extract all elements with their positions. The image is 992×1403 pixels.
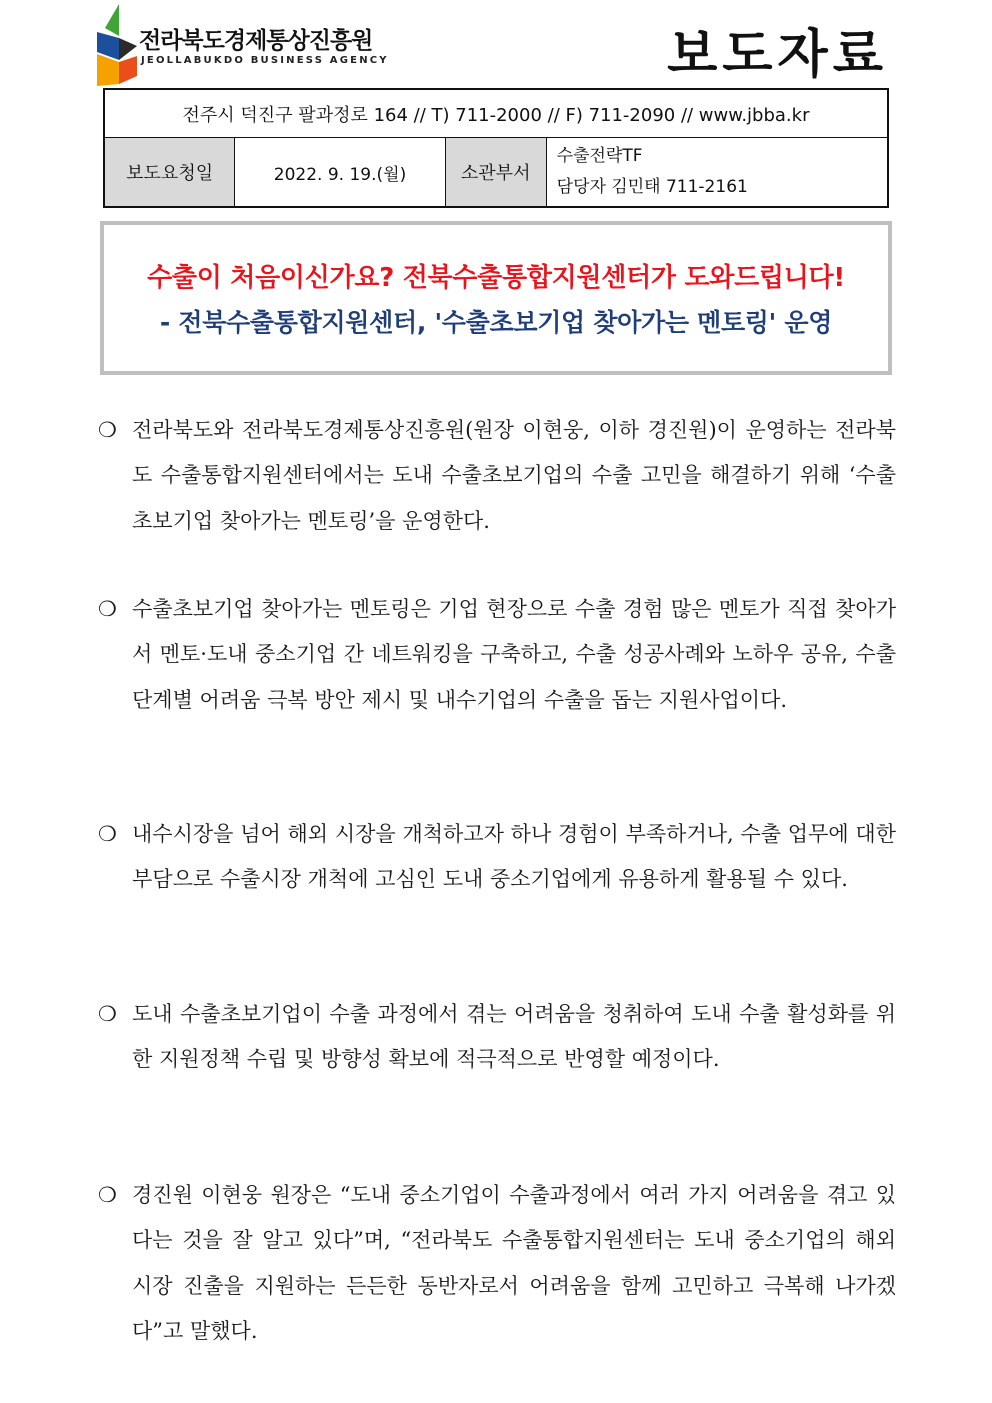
- bullet-circle-icon: ❍: [98, 1183, 117, 1207]
- department-name: 수출전략TF: [556, 146, 643, 166]
- bullet-circle-icon: ❍: [98, 822, 117, 846]
- request-date-label: 보도요청일: [104, 138, 235, 208]
- department-cell: [546, 138, 888, 208]
- headline-box: [100, 221, 892, 375]
- logo-english-name: JEOLLABUKDO BUSINESS AGENCY: [141, 55, 389, 66]
- paragraph-text: 도내 수출초보기업이 수출 과정에서 겪는 어려움을 청취하여 도내 수출 활성화를 위한 지원정책 수립 및 방향성 확보에 적극적으로 반영할 예정이다.: [132, 1002, 896, 1072]
- agency-logo: [95, 2, 389, 90]
- document-type-title: 보도자료: [667, 25, 888, 85]
- bullet-circle-icon: ❍: [98, 418, 117, 442]
- bullet-circle-icon: ❍: [98, 1002, 117, 1026]
- paragraph-text: 내수시장을 넘어 해외 시장을 개척하고자 하나 경험이 부족하거나, 수출 업무에 대한 부담으로 수출시장 개척에 고심인 도내 중소기업에게 유용하게 활용될 수 있다.: [132, 822, 896, 892]
- paragraph-text: 경진원 이현웅 원장은 “도내 중소기업이 수출과정에서 여러 가지 어려움을 겪고 있다는 것을 잘 알고 있다”며, “전라북도 수출통합지원센터는 도내 중소기업의 해외 시장 진출을 지원하는 든든한 동반자로서 어려움을 함께 고민하고 극복해 나가겠다”고 말했다.: [132, 1183, 896, 1343]
- paragraph-text: 전라북도와 전라북도경제통상진흥원(원장 이현웅, 이하 경진원)이 운영하는 전라북도 수출통합지원센터에서는 도내 수출초보기업의 수출 고민을 해결하기 위해 ‘수출초보기업 찾아가는 멘토링’을 운영한다.: [132, 418, 896, 533]
- logo-mark-icon: [95, 2, 139, 88]
- contact-person: 담당자 김민태 711-2161: [556, 177, 748, 197]
- request-date-value: 2022. 9. 19.(월): [235, 138, 445, 208]
- paragraph-text: 수출초보기업 찾아가는 멘토링은 기업 현장으로 수출 경험 많은 멘토가 직접 찾아가서 멘토·도내 중소기업 간 네트워킹을 구축하고, 수출 성공사례와 노하우 공유, 수출 단계별 어려움 극복 방안 제시 및 내수기업의 수출을 돕는 지원사업이다.: [132, 597, 896, 712]
- press-info-table: [103, 88, 889, 208]
- bullet-circle-icon: ❍: [98, 597, 117, 621]
- logo-korean-name: 전라북도경제통상진흥원: [139, 28, 373, 54]
- headline-title: 수출이 처음이신가요? 전북수출통합지원센터가 도와드립니다!: [147, 263, 845, 293]
- department-label: 소관부서: [445, 138, 546, 208]
- headline-subtitle: - 전북수출통합지원센터, '수출초보기업 찾아가는 멘토링' 운영: [159, 308, 833, 337]
- contact-address-line: 전주시 덕진구 팔과정로 164 // T) 711-2000 // F) 711-2090 // www.jbba.kr: [104, 89, 888, 138]
